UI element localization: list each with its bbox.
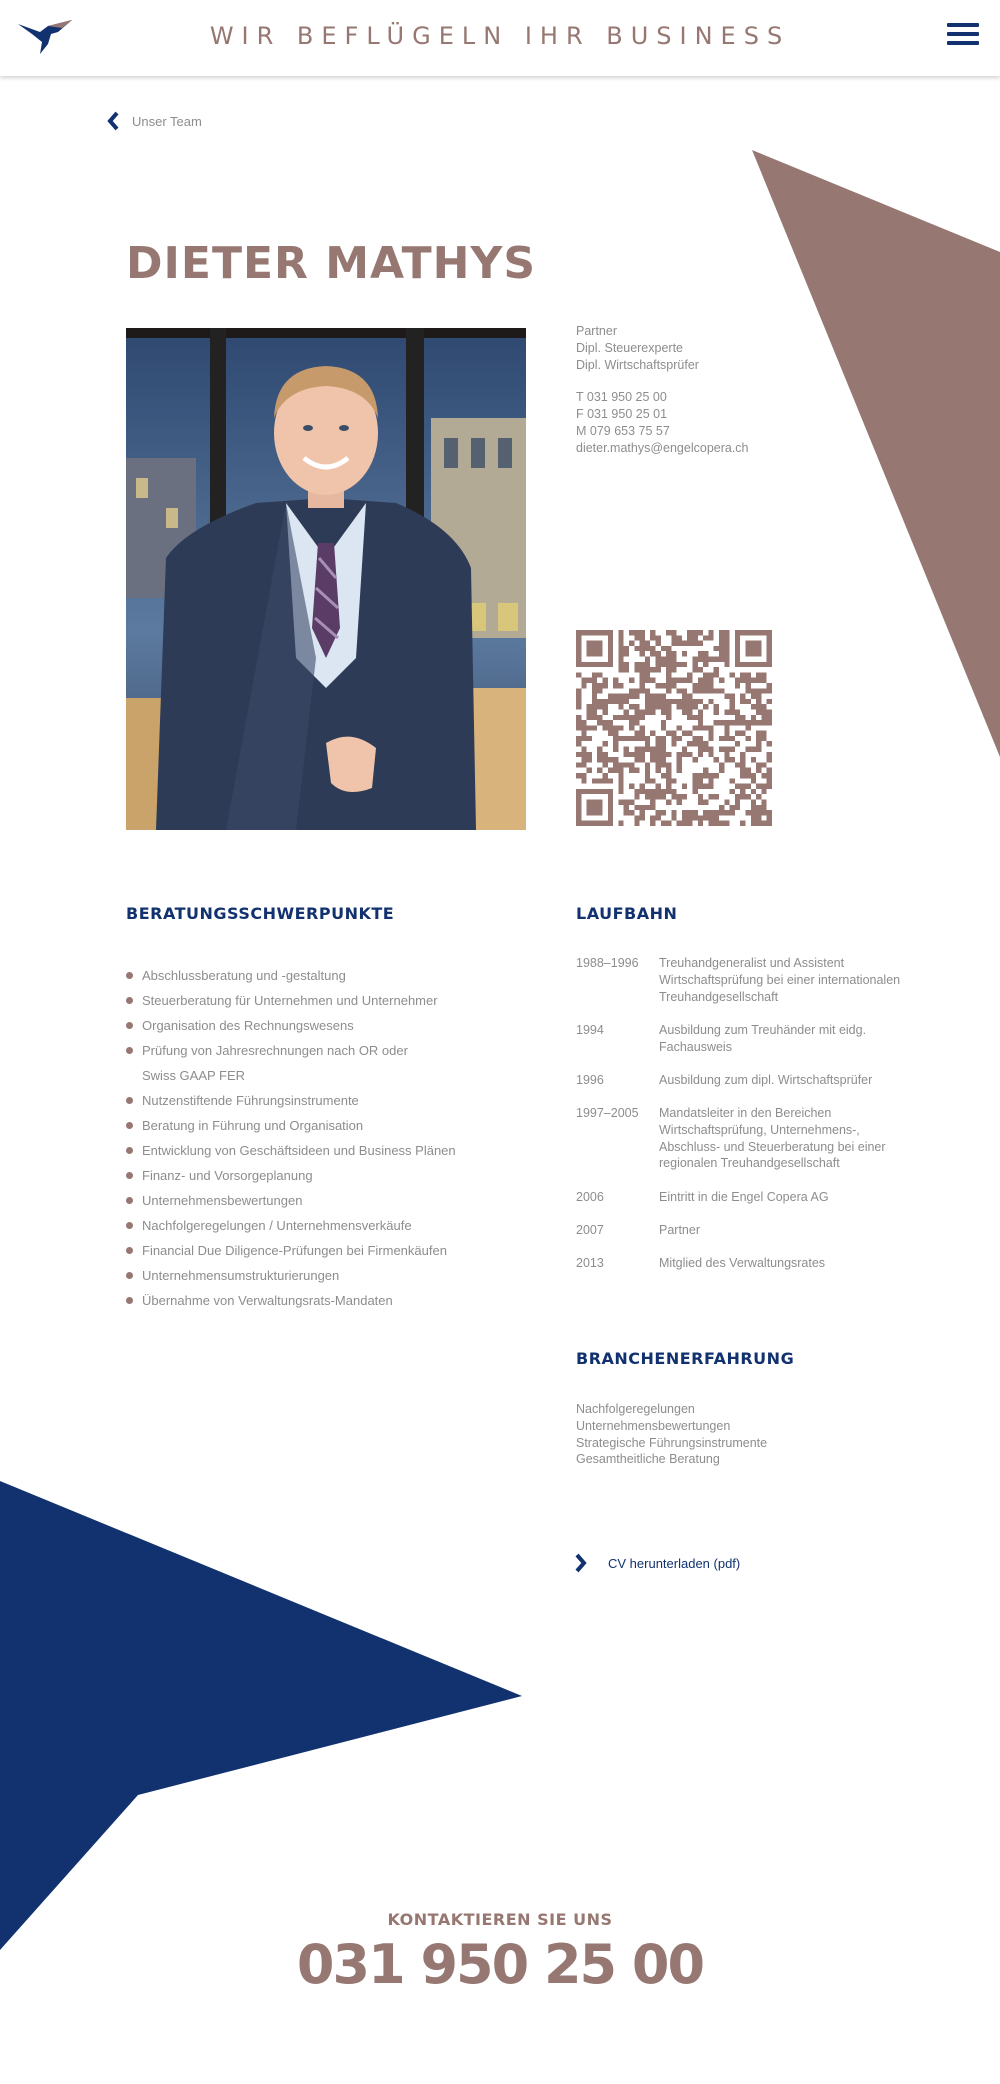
- list-item: Unternehmensbewertungen: [576, 1418, 731, 1433]
- career-years: 1996: [576, 1073, 604, 1087]
- back-to-team-link[interactable]: [106, 111, 202, 131]
- cv-download-link[interactable]: [574, 1553, 740, 1573]
- list-item: Nachfolgeregelungen: [576, 1402, 695, 1416]
- list-item: Nachfolgeregelungen / Unternehmensverkäufe: [126, 1213, 496, 1238]
- career-entry: [576, 1222, 906, 1255]
- mobile-number[interactable]: M 079 653 75 57: [576, 423, 670, 438]
- focus-list: [126, 963, 496, 1313]
- chevron-left-icon: [106, 111, 120, 131]
- career-entry: [576, 1072, 906, 1105]
- career-years: 2013: [576, 1256, 604, 1270]
- phone-number[interactable]: T 031 950 25 00: [576, 390, 667, 405]
- career-entry: [576, 1255, 906, 1288]
- career-entry: [576, 955, 906, 1022]
- list-item: Unternehmensumstrukturierungen: [126, 1263, 496, 1288]
- career-years: 2007: [576, 1223, 604, 1237]
- role-line: Dipl. Wirtschaftsprüfer: [576, 357, 699, 372]
- career-text: Partner: [659, 1223, 700, 1237]
- list-item: Prüfung von Jahresrechnungen nach OR oder Swiss GAAP FER: [126, 1038, 426, 1088]
- site-tagline: WIR BEFLÜGELN IHR BUSINESS: [209, 22, 791, 50]
- career-timeline: [576, 955, 906, 1288]
- taupe-triangle-decoration: [752, 150, 1000, 757]
- contact-phone-number[interactable]: 031 950 25 00: [296, 1933, 704, 1996]
- industry-heading: BRANCHENERFAHRUNG: [576, 1349, 795, 1368]
- career-entry: [576, 1105, 906, 1189]
- industry-list: [576, 1401, 767, 1468]
- contact-info: [576, 323, 749, 457]
- career-entry: [576, 1022, 906, 1072]
- portrait-photo: [126, 328, 526, 830]
- role-line: Partner: [576, 324, 617, 338]
- list-item: Übernahme von Verwaltungsrats-Mandaten: [126, 1288, 496, 1313]
- list-item: Entwicklung von Geschäftsideen und Business Plänen: [126, 1138, 496, 1163]
- back-link-label: Unser Team: [132, 113, 202, 129]
- list-item: Abschlussberatung und -gestaltung: [126, 963, 496, 988]
- career-years: 2006: [576, 1190, 604, 1204]
- career-text: Ausbildung zum dipl. Wirtschaftsprüfer: [659, 1073, 873, 1087]
- list-item: Unternehmensbewertungen: [126, 1188, 496, 1213]
- list-item: Organisation des Rechnungswesens: [126, 1013, 496, 1038]
- navy-triangle-decoration: [0, 1481, 522, 1950]
- career-text: Eintritt in die Engel Copera AG: [659, 1190, 829, 1204]
- vcard-qr-code: [576, 630, 772, 826]
- contact-cta-label: KONTAKTIEREN SIE UNS: [387, 1910, 613, 1929]
- list-item: Strategische Führungsinstrumente: [576, 1435, 768, 1450]
- list-item: Beratung in Führung und Organisation: [126, 1113, 496, 1138]
- list-item: Gesamtheitliche Beratung: [576, 1452, 720, 1467]
- career-years: 1997–2005: [576, 1106, 639, 1120]
- hamburger-menu-icon[interactable]: [947, 23, 979, 47]
- list-item: Finanz- und Vorsorgeplanung: [126, 1163, 496, 1188]
- list-item: Steuerberatung für Unternehmen und Unternehmer: [126, 988, 496, 1013]
- fax-number: F 031 950 25 01: [576, 407, 668, 422]
- career-entry: [576, 1189, 906, 1222]
- career-years: 1994: [576, 1023, 604, 1037]
- list-item: Nutzenstiftende Führungsinstrumente: [126, 1088, 496, 1113]
- cv-download-label: CV herunterladen (pdf): [608, 1555, 741, 1571]
- career-heading: LAUFBAHN: [576, 904, 678, 923]
- career-text: Treuhandgeneralist und Assistent Wirtschaftsprüfung bei einer internationalen Treuhandgesellschaft: [659, 956, 901, 1004]
- qr-modules: [576, 630, 772, 826]
- career-text: Mitglied des Verwaltungsrates: [659, 1256, 826, 1270]
- career-text: Mandatsleiter in den Bereichen Wirtschaftsprüfung, Unternehmens-, Abschluss- und Steuerberatung bei einer regionalen Treuhandgesellschaft: [659, 1106, 886, 1171]
- role-line: Dipl. Steuerexperte: [576, 340, 684, 355]
- list-item: Financial Due Diligence-Prüfungen bei Firmenkäufen: [126, 1238, 496, 1263]
- career-years: 1988–1996: [576, 956, 639, 970]
- email-link[interactable]: dieter.mathys@engelcopera.ch: [576, 440, 749, 455]
- focus-heading: BERATUNGSSCHWERPUNKTE: [126, 904, 395, 923]
- chevron-right-icon: [574, 1553, 588, 1573]
- top-bar: [0, 0, 1000, 76]
- person-name: DIETER MATHYS: [126, 238, 537, 289]
- career-text: Ausbildung zum Treuhänder mit eidg. Fachausweis: [659, 1023, 867, 1054]
